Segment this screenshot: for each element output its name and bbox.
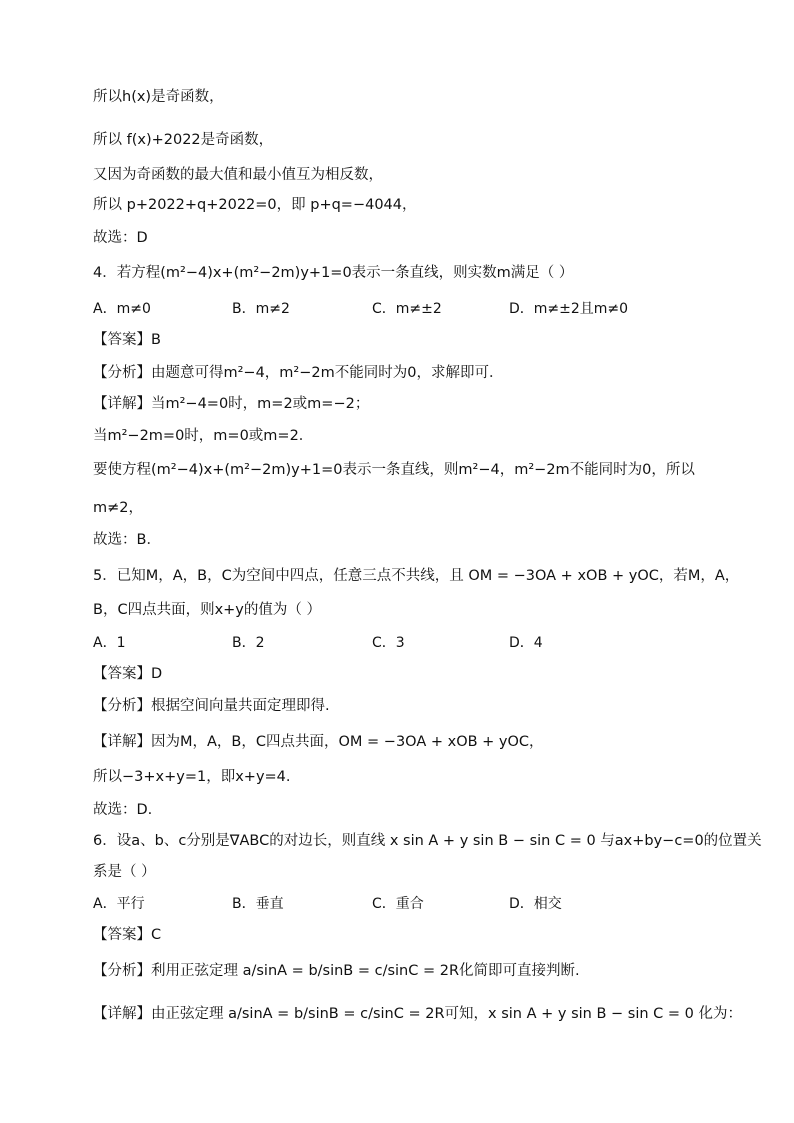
question-5-stem: 5．已知M，A，B，C为空间中四点，任意三点不共线，且 OM = −3OA + xOB + yOC，若M，A， xyxy=(93,568,740,584)
q4-option-a: A．m≠0 xyxy=(93,301,151,317)
answer-line: 【答案】C xyxy=(93,927,162,943)
text-line: 故选：D. xyxy=(93,802,153,818)
text-line: 所以 f(x)+2022是奇函数， xyxy=(93,132,274,148)
q6-option-c: C．重合 xyxy=(372,896,424,912)
text-line: 故选：B． xyxy=(93,532,161,548)
question-6-stem-cont: 系是（ ） xyxy=(93,864,156,880)
q4-option-c: C．m≠±2 xyxy=(372,301,442,317)
text-line: 故选：D xyxy=(93,230,148,246)
q6-option-b: B．垂直 xyxy=(232,896,284,912)
question-5-stem-cont: B，C四点共面，则x+y的值为（ ） xyxy=(93,602,321,618)
text-line: 所以−3+x+y=1，即x+y=4. xyxy=(93,769,291,785)
q5-option-d: D．4 xyxy=(509,635,543,651)
question-6-stem: 6．设a、b、c分别是∇ABC的对边长，则直线 x sin A + y sin B − sin C = 0 与ax+by−c=0的位置关 xyxy=(93,833,762,849)
text-line: 又因为奇函数的最大值和最小值互为相反数， xyxy=(93,167,383,183)
text-line: 所以 p+2022+q+2022=0，即 p+q=−4044， xyxy=(93,197,417,213)
answer-line: 【答案】B xyxy=(93,332,161,348)
solution-line: 【详解】当m²−4=0时，m=2或m=−2； xyxy=(93,396,370,412)
q6-option-d: D．相交 xyxy=(509,896,562,912)
text-line: 所以h(x)是奇函数， xyxy=(93,89,224,105)
q5-option-a: A．1 xyxy=(93,635,126,651)
analysis-line: 【分析】利用正弦定理 a/sinA = b/sinB = c/sinC = 2R化简即可直接判断. xyxy=(93,963,580,979)
analysis-line: 【分析】根据空间向量共面定理即得. xyxy=(93,698,330,714)
q5-option-c: C．3 xyxy=(372,635,405,651)
q4-option-b: B．m≠2 xyxy=(232,301,290,317)
solution-line: 【详解】由正弦定理 a/sinA = b/sinB = c/sinC = 2R可知，x sin A + y sin B − sin C = 0 化为： xyxy=(93,1006,742,1022)
q4-option-d: D．m≠±2且m≠0 xyxy=(509,301,629,317)
solution-line: 【详解】因为M，A，B，C四点共面，OM = −3OA + xOB + yOC， xyxy=(93,734,544,750)
text-line: 当m²−2m=0时，m=0或m=2． xyxy=(93,428,314,444)
answer-line: 【答案】D xyxy=(93,666,163,682)
analysis-line: 【分析】由题意可得m²−4，m²−2m不能同时为0，求解即可． xyxy=(93,365,504,381)
q5-option-b: B．2 xyxy=(232,635,265,651)
q6-option-a: A．平行 xyxy=(93,896,145,912)
text-line: m≠2， xyxy=(93,500,143,516)
text-line: 要使方程(m²−4)x+(m²−2m)y+1=0表示一条直线，则m²−4，m²−2m不能同时为0，所以 xyxy=(93,462,695,478)
question-4-stem: 4．若方程(m²−4)x+(m²−2m)y+1=0表示一条直线，则实数m满足（ ） xyxy=(93,265,574,281)
